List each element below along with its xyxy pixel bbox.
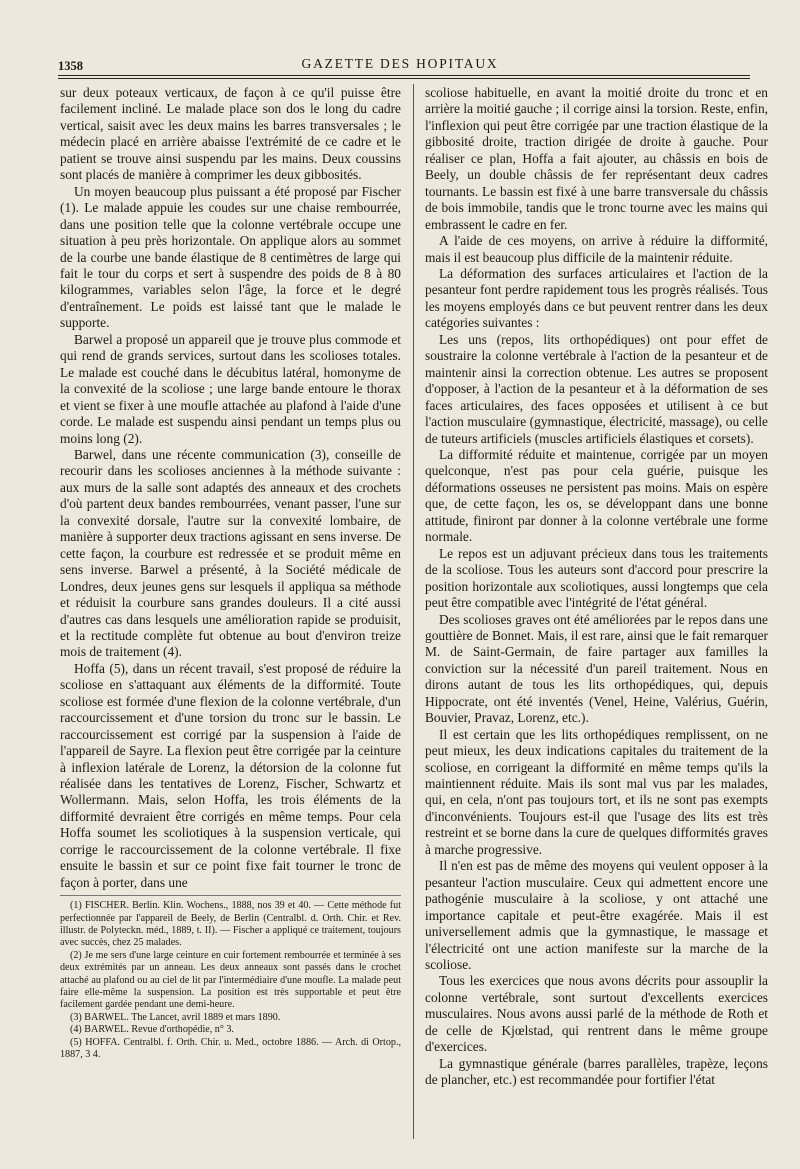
footnote: (3) BARWEL. The Lancet, avril 1889 et mars 1890. <box>70 1011 281 1023</box>
paragraph: Tous les exercices que nous avons décrits pour assouplir la colonne vertébrale, sont surtout d'excellents exercices musculaires. Nous avons aussi parlé de la méthode de Roth et de celle de Kjœlstad, qui rentrent dans le même groupe d'exercices. <box>425 973 768 1055</box>
footnote: (2) Je me sers d'une large ceinture en cuir fortement rembourrée et terminée à ses deux extrémités par un anneau. Les deux anneaux sont passés dans le crochet attaché au plafond ou au ciel de lit par l'intermédiaire d'une moufle. La malade peut faire elle-même la suspension. La position est très supportable et peut être facilement gardée pendant une demi-heure. <box>60 949 401 1011</box>
paragraph: La gymnastique générale (barres parallèles, trapèze, leçons de plancher, etc.) est recommandée pour fortifier l'état <box>425 1055 768 1088</box>
paragraph: A l'aide de ces moyens, on arrive à réduire la difformité, mais il est beaucoup plus difficile de la maintenir réduite. <box>425 233 768 265</box>
paragraph: La déformation des surfaces articulaires et l'action de la pesanteur font perdre rapidement tous les progrès réalisés. Tous les moyens employés dans ce but peuvent rentrer dans les deux catégories suivantes : <box>425 265 768 331</box>
column-divider <box>413 84 414 1139</box>
paragraph: Barwel a proposé un appareil que je trouve plus commode et qui rend de grands services, surtout dans les scolioses totales. Le malade est couché dans le décubitus latéral, homonyme de la convexité de la scoliose ; une large bande entoure le thorax et vient se fixer à une moufle attachée au plafond à l'aide d'une corde. Le malade est suspendu ainsi pendant un temps plus ou moins long (2). <box>60 331 401 446</box>
running-title: GAZETTE DES HOPITAUX <box>301 56 499 71</box>
footnote: (1) FISCHER. Berlin. Klin. Wochens., 1888, nos 39 et 40. — Cette méthode fut perfectionnée par l'appareil de Beely, de Berlin (Centralbl. d. Orth. Chir. et Rev. illustr. de Polyteckn. méd., 1889, t. II). — Fischer a appliqué ce traitement, toujours avec succès, chez 25 malades. <box>60 900 401 949</box>
paragraph: Barwel, dans une récente communication (3), conseille de recourir dans les scolioses anciennes à la méthode suivante : aux murs de la salle sont adaptés des anneaux et des crochets d'où partent deux bandes rembourrées, venant passer, l'une sur la convexité dorsale, l'autre sur la convexité lombaire, de manière à supporter deux tractions agissant en sens inverse. De cette façon, la courbure est redressée et se produit même en sens inverse. Barwel a présenté, à la Société médicale de Londres, deux jeunes gens sur lesquels il appliqua sa méthode et réduisit la courbure sans grandes douleurs. Il a cité aussi d'autres cas dans lesquels une amélioration rapide se produisit, et la rectitude complète fut obtenue au bout d'environ treize mois de traitement (4). <box>60 446 401 660</box>
right-column <box>425 85 768 1089</box>
footnote: (4) BARWEL. Revue d'orthopédie, n° 3. <box>70 1024 234 1036</box>
footnotes <box>60 895 401 1061</box>
paragraph: Le repos est un adjuvant précieux dans tous les traitements de la scoliose. Tous les auteurs sont d'accord pour prescrire la position horizontale aux scoliotiques, aussi longtemps que cela peut être compatible avec l'intégrité de l'état général. <box>425 545 768 611</box>
left-column <box>60 85 401 1061</box>
paragraph: Il n'en est pas de même des moyens qui veulent opposer à la pesanteur l'action musculaire. Ceux qui admettent encore une pathogénie musculaire à la scoliose, y ont attaché une importance capitale et peut-être exagérée. Mais il est universellement admis que la gymnastique, le massage et l'électricité ont une action manifeste sur la marche de la scoliose. <box>425 858 768 973</box>
footnote: (5) HOFFA. Centralbl. f. Orth. Chir. u. Med., octobre 1886. — Arch. di Ortop., 1887, 3 4. <box>60 1036 401 1061</box>
page-number: 1358 <box>58 59 83 73</box>
paragraph: scoliose habituelle, en avant la moitié droite du tronc et en arrière la moitié gauche ; il corrige ainsi la torsion. Reste, enfin, l'inflexion qui peut être corrigée par une traction élastique de la gibbosité droite, traction dirigée de droite à gauche. Pour réaliser ce plan, Hoffa a fait ajouter, au châssis en bois de Beely, un double châssis de fer représentant deux cadres tournants. Le bassin est fixé à une barre transversale du châssis de bois immobile, tandis que le tronc tourne avec les mains qui embrassent le cadre en fer. <box>425 85 768 232</box>
header-rule <box>58 75 750 79</box>
paragraph: Hoffa (5), dans un récent travail, s'est proposé de réduire la scoliose en s'attaquant aux éléments de la difformité. Toute scoliose est formée d'une flexion de la colonne vertébrale, d'un raccourcissement et d'une torsion du tronc sur le bassin. Le raccourcissement est corrigé par la suspension à l'aide de l'appareil de Sayre. La flexion peut être corrigée par la ceinture à inflexion latérale de Lorenz, la détorsion de la colonne fut réalisée dans les tentatives de Lorenz, Fischer, Schwartz et Wollermann. Mais, selon Hoffa, les trois éléments de la difformité devraient être corrigés en même temps. Pour cela Hoffa soumet les scoliotiques à la suspension verticale, qui corrige le raccourcissement de la colonne vertébrale. Il fixe ensuite le bassin et sur ce point fixe fait tourner le tronc de façon à porter, dans une <box>60 660 401 890</box>
paragraph: La difformité réduite et maintenue, corrigée par un moyen quelconque, n'est pas pour cela guérie, puisque les déformations osseuses ne persistent pas moins. Mais on espère que, de cette façon, les os, se développant dans une bonne attitude, finiront par donner à la colonne vertébrale une forme normale. <box>425 446 768 545</box>
paragraph: Un moyen beaucoup plus puissant a été proposé par Fischer (1). Le malade appuie les coudes sur une chaise rembourrée, dans une position telle que la colonne vertébrale occupe une situation à peu près horizontale. On applique alors au sommet de la courbe une bande élastique de 8 centimètres de large qui fait le tour du corps et sert à suspendre des poids de 8 à 80 kilogrammes, variables selon l'âge, la force et le degré d'entraînement. Le poids est laissé tant que le malade le supporte. <box>60 183 401 331</box>
paragraph: Les uns (repos, lits orthopédiques) ont pour effet de soustraire la colonne vertébrale à l'action de la pesanteur et de maintenir ainsi la correction obtenue. Les autres se proposent d'opposer, à l'action de la pesanteur et à la déformation de ses faces articulaires, des faces opposées et utilisent à ce but l'action musculaire (gymnastique, électricité, massage), ou celle de tuteurs artificiels (muscles artificiels élastiques et corsets). <box>425 331 768 446</box>
paragraph: Il est certain que les lits orthopédiques remplissent, on ne peut mieux, les deux indications capitales du traitement de la scoliose, en corrigeant la difformité en même temps qu'ils la maintiennent réduite. Mais ils sont mal vus par les malades, qui, en cela, n'ont pas toujours tort, et ils ne sont pas exempts d'inconvénients. Toujours est-il que l'usage des lits est très restreint et se borne dans la cure de quelques difformités graves à marche progressive. <box>425 726 768 857</box>
paragraph: Des scolioses graves ont été améliorées par le repos dans une gouttière de Bonnet. Mais, il est rare, ainsi que le fait remarquer M. de Saint-Germain, de faire partager aux familles la conviction sur la nécessité d'un pareil traitement. Nous en dirons autant de tous les lits orthopédiques, qui, depuis Hippocrate, ont été inventés (Venel, Heine, Valérius, Guérin, Bouvier, Pravaz, Lorenz, etc.). <box>425 611 768 726</box>
paragraph: sur deux poteaux verticaux, de façon à ce qu'il puisse être facilement incliné. Le malade place son dos le long du cadre vertical, saisit avec les deux mains les barres transversales ; le médecin placé en arrière abaisse l'extrémité de ce cadre et le patient se trouve ainsi suspendu par les mains. Deux coussins sont placés de manière à comprimer les deux gibbosités. <box>60 85 401 183</box>
